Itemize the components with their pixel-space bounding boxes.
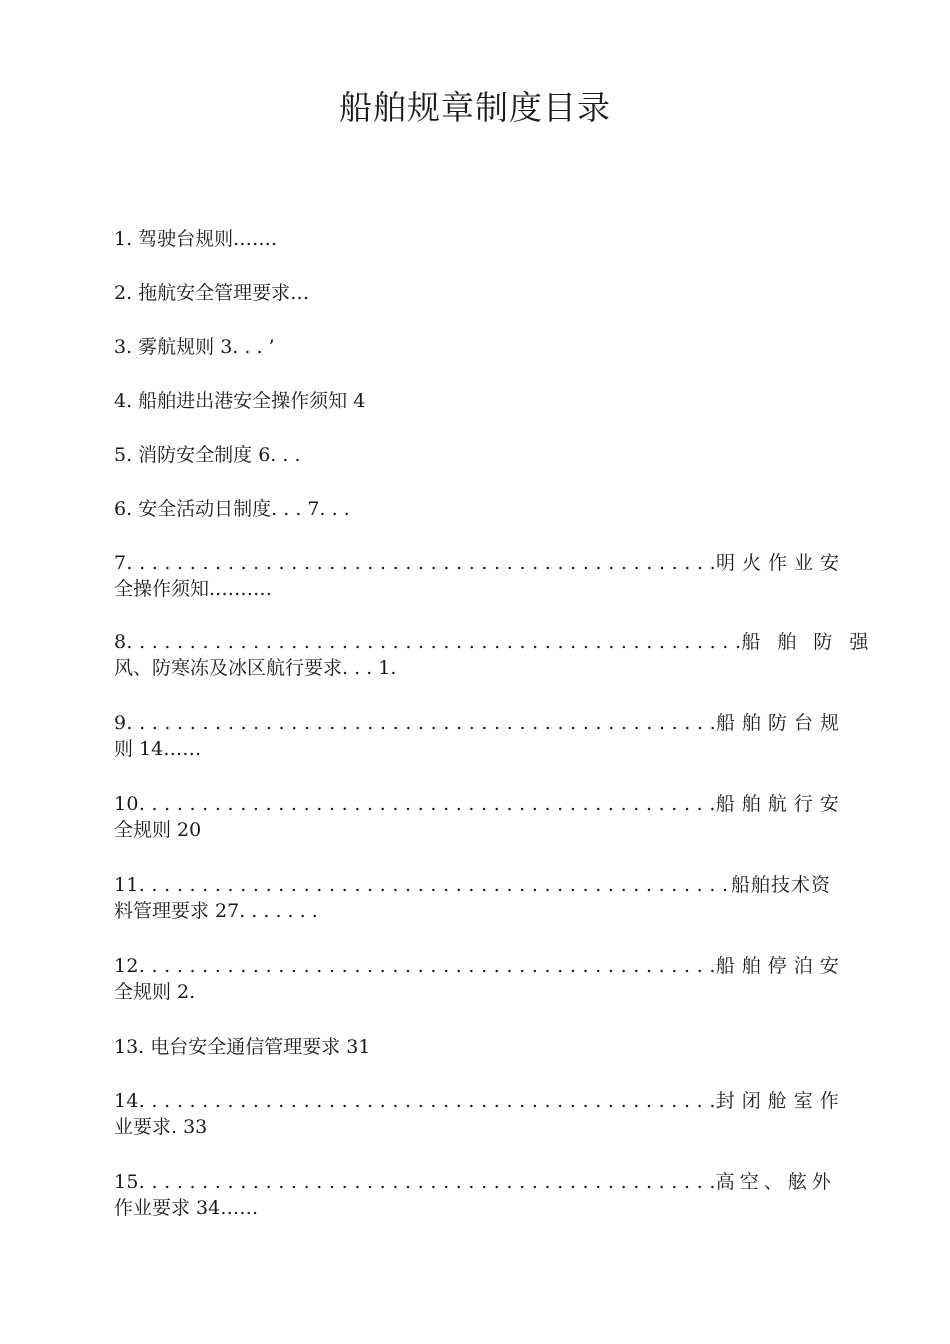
toc-entry-title-start: 船舶航行安 (715, 793, 846, 815)
toc-entry-leader: 10. . . . . . . . . . . . . . . . . . . . . . . . . . . . . . . . . . . . . . . . . . . . . . (114, 793, 716, 815)
toc-entry-9 (114, 710, 846, 762)
toc-entry-11 (114, 872, 830, 924)
toc-entry-first-line (114, 629, 886, 655)
toc-entry-text: 2. 拖航安全管理要求… (114, 282, 310, 304)
toc-entry-5 (114, 442, 830, 468)
toc-entry-text: 5. 消防安全制度 6. . . (114, 444, 301, 466)
toc-entry-title-start: 封闭舱室作 (715, 1090, 846, 1112)
toc-entry-3 (114, 334, 830, 360)
toc-entry-15 (114, 1169, 836, 1221)
toc-entry-text: 3. 雾航规则 3. . . ’ (114, 336, 275, 358)
toc-entry-first-line (114, 710, 846, 736)
toc-entry-continuation: 料管理要求 27. . . . . . . (114, 900, 318, 922)
toc-entry-title-start: 船舶防强 (741, 631, 886, 653)
toc-entry-leader: 14. . . . . . . . . . . . . . . . . . . . . . . . . . . . . . . . . . . . . . . . . . . . . . (114, 1090, 716, 1112)
toc-entry-first-line (114, 1088, 846, 1114)
toc-entry-text: 6. 安全活动日制度. . . 7. . . (114, 498, 350, 520)
toc-entry-first-line (114, 550, 846, 576)
toc-entry-14 (114, 1088, 846, 1140)
toc-entry-continuation: 全规则 2. (114, 981, 196, 1003)
toc-entry-text: 4. 船舶进出港安全操作须知 4 (114, 390, 366, 412)
toc-entry-title-start: 船舶技术资 (730, 874, 831, 896)
toc-entry-text: 13. 电台安全通信管理要求 31 (114, 1036, 371, 1058)
toc-entry-leader: 15. . . . . . . . . . . . . . . . . . . . . . . . . . . . . . . . . . . . . . . . . . . . . . (114, 1171, 716, 1193)
toc-entry-10 (114, 791, 846, 843)
toc-entry-continuation: 全操作须知.……… (114, 578, 273, 600)
toc-entry-continuation: 作业要求 34…… (114, 1197, 259, 1219)
toc-entry-4 (114, 388, 830, 414)
toc-entry-continuation: 全规则 20 (114, 819, 202, 841)
toc-entry-text: 1. 驾驶台规则.…… (114, 228, 278, 250)
toc-entry-first-line (114, 872, 830, 898)
toc-entry-leader: 11. . . . . . . . . . . . . . . . . . . . . . . . . . . . . . . . . . . . . . . . . . . . . . . (114, 874, 729, 896)
toc-entry-title-start: 船舶防台规 (715, 712, 846, 734)
toc-entry-first-line (114, 791, 846, 817)
toc-entry-6 (114, 496, 830, 522)
toc-entry-leader: 12. . . . . . . . . . . . . . . . . . . . . . . . . . . . . . . . . . . . . . . . . . . . . . (114, 955, 716, 977)
toc-entry-13 (114, 1034, 830, 1060)
toc-entry-continuation: 业要求. 33 (114, 1116, 208, 1138)
toc-entry-2 (114, 280, 830, 306)
toc-entry-8 (114, 629, 886, 681)
toc-entry-title-start: 高空、舷外 (715, 1171, 836, 1193)
toc-entry-1 (114, 226, 830, 252)
toc-entry-first-line (114, 953, 846, 979)
toc-entry-12 (114, 953, 846, 1005)
toc-entry-leader: 9. . . . . . . . . . . . . . . . . . . . . . . . . . . . . . . . . . . . . . . . . . . . . . . (114, 712, 716, 734)
toc-entry-title-start: 明火作业安 (715, 552, 846, 574)
toc-entry-continuation: 则 14…… (114, 738, 202, 760)
toc-entry-title-start: 船舶停泊安 (715, 955, 846, 977)
toc-entry-leader: 7. . . . . . . . . . . . . . . . . . . . . . . . . . . . . . . . . . . . . . . . . . . . . . . (114, 552, 716, 574)
toc-entry-leader: 8. . . . . . . . . . . . . . . . . . . . . . . . . . . . . . . . . . . . . . . . . . . . . . . . . (114, 631, 742, 653)
page-title: 船舶规章制度目录 (339, 88, 611, 127)
toc-entry-7 (114, 550, 846, 602)
toc-entry-first-line (114, 1169, 836, 1195)
toc-entry-continuation: 风、防寒冻及冰区航行要求. . . 1. (114, 657, 397, 679)
